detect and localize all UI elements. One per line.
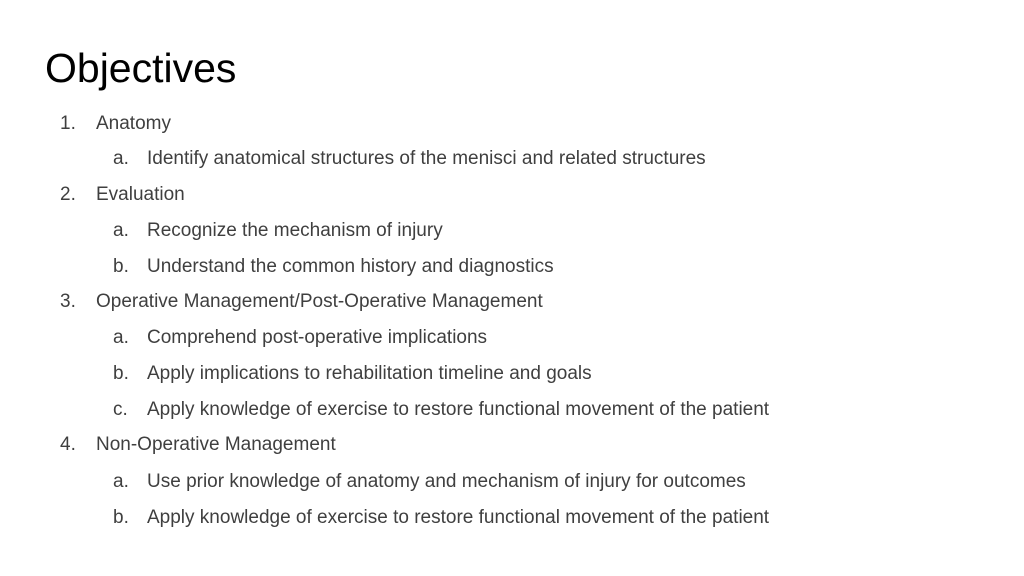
list-number: 2. xyxy=(60,184,76,205)
slide-title: Objectives xyxy=(45,45,237,91)
list-item-label: Non-Operative Management xyxy=(96,434,336,455)
list-number: 3. xyxy=(60,291,76,312)
sub-list-item-label: Apply knowledge of exercise to restore functional movement of the patient xyxy=(147,507,770,528)
sub-list-item-label: Understand the common history and diagnostics xyxy=(147,256,554,277)
sub-list-letter: c. xyxy=(113,399,128,420)
sub-list-letter: a. xyxy=(113,148,129,169)
sub-list-item-label: Use prior knowledge of anatomy and mechanism of injury for outcomes xyxy=(147,471,746,492)
sub-list-letter: a. xyxy=(113,220,129,241)
list-item-label: Evaluation xyxy=(96,184,185,205)
sub-list-letter: a. xyxy=(113,471,129,492)
sub-list-letter: b. xyxy=(113,256,129,277)
list-number: 4. xyxy=(60,434,76,455)
sub-list-item-label: Identify anatomical structures of the menisci and related structures xyxy=(147,148,706,169)
sub-list-item-label: Apply knowledge of exercise to restore functional movement of the patient xyxy=(147,399,770,420)
list-item-label: Anatomy xyxy=(96,113,171,134)
sub-list-letter: a. xyxy=(113,327,129,348)
list-number: 1. xyxy=(60,113,76,134)
list-item-label: Operative Management/Post-Operative Management xyxy=(96,291,543,312)
sub-list-item-label: Apply implications to rehabilitation timeline and goals xyxy=(147,363,592,384)
sub-list-item-label: Recognize the mechanism of injury xyxy=(147,220,443,241)
sub-list-letter: b. xyxy=(113,363,129,384)
sub-list-letter: b. xyxy=(113,507,129,528)
sub-list-item-label: Comprehend post-operative implications xyxy=(147,327,488,348)
